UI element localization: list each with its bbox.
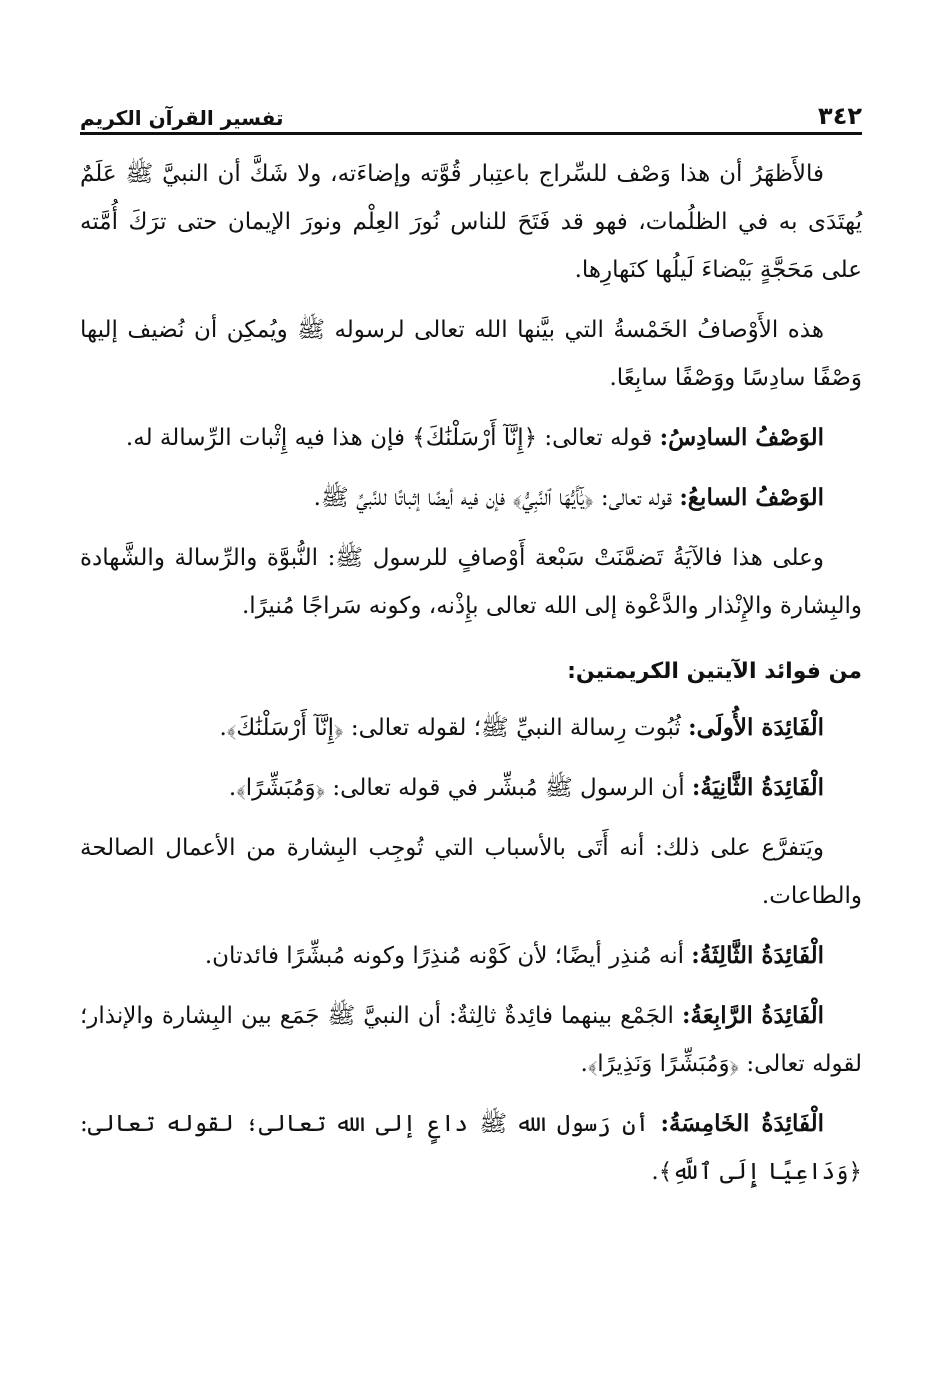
benefit-5-term: الْفَائِدَةُ الخَامِسَةُ: [660, 1110, 824, 1137]
header-rule [80, 132, 862, 135]
benefit-4 [80, 992, 862, 1088]
benefit-2-continuation: ويَتفرَّع على ذلك: أنه أَتَى بالأسباب التي تُوجِب البِشارة من الأعمال الصالحة والطاعات. [80, 835, 862, 909]
page-body [80, 150, 862, 1208]
benefit-2-term: الْفَائِدَةُ الثَّانِيَةُ: [691, 774, 824, 801]
benefit-4-text: الجَمْع بينهما فائِدةٌ ثالِثةٌ: أن النبيَّ ﷺ جَمَع بين البِشارة والإنذار؛ لقوله تعالى: ﴿وَمُبَشِّرًا وَنَذِيرًا﴾. [80, 1003, 862, 1077]
benefit-3-term: الْفَائِدَةُ الثَّالِثَةُ: [691, 942, 824, 969]
section-heading: من فوائد الآيتين الكريمتين: [567, 659, 862, 684]
benefit-3 [80, 932, 862, 980]
paragraph-3 [80, 414, 862, 462]
sixth-description-term: الوَصْفُ السادِسُ: [659, 424, 824, 451]
benefit-3-text: أنه مُنذِر أيضًا؛ لأن كَوْنه مُنذِرًا وكونه مُبشِّرًا فائدتان. [204, 943, 692, 969]
paragraph-5: وعلى هذا فالآيَةُ تَضمَّنَتْ سَبْعة أَوْصافٍ للرسول ﷺ: النُّبوَّة والرِّسالة والشَّهادة والبِشارة والإِنْذار والدَّعْوة إلى الله تعالى بإِذْنه، وكونه سَراجًا مُنيرًا. [80, 545, 862, 619]
sixth-description-text: قوله تعالى: ﴿إِنَّآ أَرْسَلْنَٰكَ﴾ فإن هذا فيه إِثْبات الرِّسالة له. [125, 425, 660, 451]
benefit-5-text: أن رَسول الله ﷺ داعٍ إلى الله تعالى؛ لقوله تعالى: ﴿وَدَاعِيًا إِلَى ٱللَّهِ﴾. [80, 1111, 862, 1185]
benefit-1-text: ثُبُوت رِسالة النبيِّ ﷺ؛ لقوله تعالى: ﴿إِنَّآ أَرْسَلْنَٰكَ﴾. [219, 715, 689, 741]
paragraph-1: فالأَظهَرُ أن هذا وَصْف للسِّراج باعتِبار قُوَّته وإضاءَته، ولا شَكَّ أن النبيَّ ﷺ عَلَمٌ يُهتَدَى به في الظلُمات، فهو قد فَتَحَ للناس نُورَ العِلْم ونورَ الإيمان حتى ترَكَ أُمَّته على مَحَجَّةٍ بَيْضاءَ لَيلُها كنَهارِها. [80, 161, 862, 283]
book-title: تفسير القرآن الكريم [80, 106, 284, 130]
benefit-2-text: أن الرسول ﷺ مُبشِّر في قوله تعالى: ﴿وَمُبَشِّرًا﴾. [228, 775, 692, 801]
benefit-4-term: الْفَائِدَةُ الرَّابِعَةُ: [681, 1002, 824, 1029]
seventh-description-text: قوله تعالى: ﴿يَٰٓأَيُّهَا ٱلنَّبِيُّ﴾ فإن فيه أيضًا إثباتًا للنَّبيِّ ﷺ. [313, 485, 680, 511]
paragraph-2: هذه الأَوْصافُ الخَمْسةُ التي بيَّنها الله تعالى لرسوله ﷺ ويُمكِن أن نُضيف إليها وَصْفًا سادِسًا ووَصْفًا سابِعًا. [80, 317, 862, 391]
benefit-1 [80, 704, 862, 752]
benefit-5 [80, 1100, 862, 1196]
benefit-1-term: الْفَائِدَة الأُولَى: [688, 714, 824, 741]
page-number: ٣٤٢ [818, 102, 862, 130]
paragraph-4 [80, 474, 862, 522]
benefit-2 [80, 764, 862, 812]
seventh-description-term: الوَصْفُ السابعُ: [679, 484, 824, 511]
page-header [80, 96, 862, 130]
